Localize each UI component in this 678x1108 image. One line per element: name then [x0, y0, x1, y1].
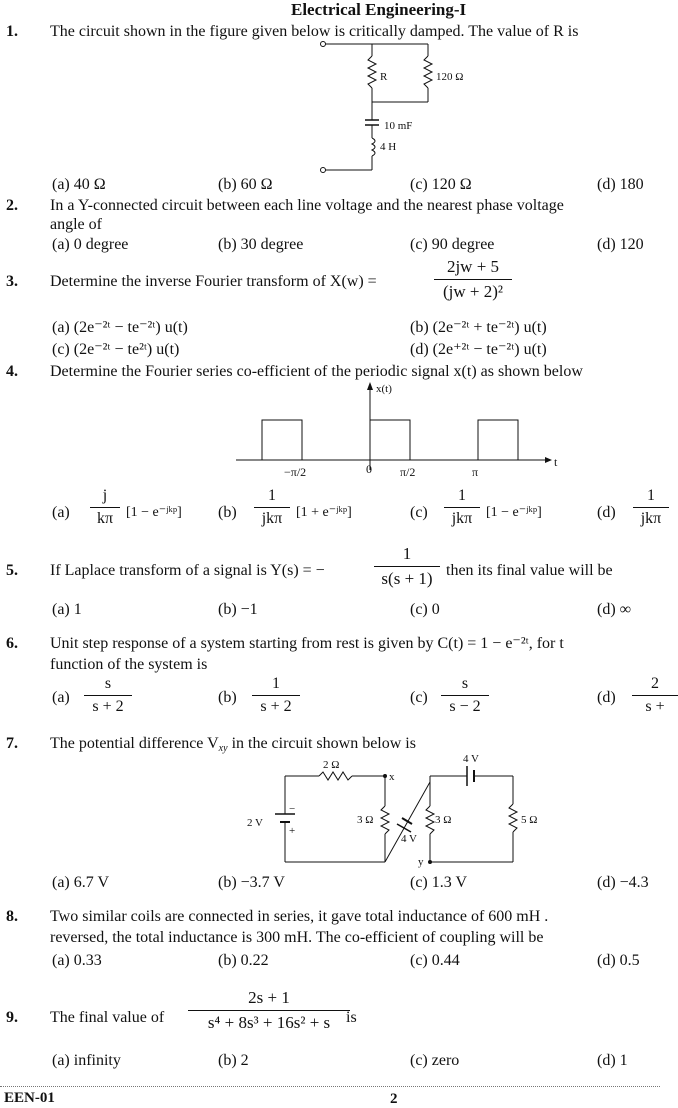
footer-code: EEN-01 [4, 1090, 55, 1106]
fraction-bar [633, 507, 669, 508]
tick-minus-pi-2: −π/2 [284, 465, 307, 479]
label-120ohm: 120 Ω [436, 71, 464, 83]
question-text-main: The potential difference V [50, 735, 219, 752]
label-4v-diag: 4 V [401, 833, 417, 845]
fraction-ys [374, 544, 440, 589]
numerator: 1 [272, 675, 280, 692]
option-a[interactable]: (a) 6.7 V [52, 874, 110, 891]
option-a-fraction [90, 487, 120, 528]
option-a-label[interactable]: (a) [52, 689, 70, 706]
question-text-cont: angle of [50, 216, 102, 233]
option-a[interactable]: (a) 0 degree [52, 236, 129, 253]
option-b-label[interactable]: (b) [218, 689, 237, 706]
label-minus: − [289, 803, 296, 815]
label-plus: + [289, 825, 296, 837]
subscript-xy: xy [218, 743, 228, 754]
numerator: 1 [402, 544, 412, 563]
option-a[interactable]: (a) (2e⁻²ᵗ − te⁻²ᵗ) u(t) [52, 319, 188, 336]
option-a-rest: [1 − e⁻ʲᵏᵖ] [126, 505, 182, 520]
fraction-bar [90, 507, 120, 508]
option-b-rest: [1 + e⁻ʲᵏᵖ] [296, 505, 352, 520]
denominator: s + 2 [92, 698, 124, 715]
numerator: 1 [268, 487, 276, 504]
numerator: s [104, 675, 112, 692]
option-d[interactable]: (d) 1 [597, 1052, 628, 1069]
question-text-after: in the circuit shown below is [227, 735, 416, 752]
label-3ohm-a: 3 Ω [357, 814, 374, 826]
label-x: x [389, 771, 395, 783]
label-2ohm: 2 Ω [323, 759, 340, 771]
option-c[interactable]: (c) 0.44 [410, 952, 460, 969]
denominator: (jw + 2)² [442, 282, 503, 301]
option-c[interactable]: (c) 1.3 V [410, 874, 468, 891]
axis-label-t: t [554, 455, 558, 469]
label-4H: 4 H [380, 141, 397, 153]
fraction-bar [254, 507, 290, 508]
question-text-cont: function of the system is [50, 656, 208, 673]
denominator: jkπ [451, 510, 473, 527]
numerator: j [102, 487, 108, 504]
option-a-label[interactable]: (a) [52, 504, 70, 521]
fraction-bar [444, 507, 480, 508]
option-a[interactable]: (a) infinity [52, 1052, 121, 1069]
denominator: s − 2 [449, 698, 481, 715]
question-text: Determine the inverse Fourier transform of X(w) = [50, 273, 377, 290]
question-number: 4. [6, 363, 18, 380]
q7-circuit-figure [245, 752, 555, 870]
footer-divider [0, 1086, 660, 1087]
denominator: jkπ [261, 510, 283, 527]
question-text: Determine the Fourier series co-efficient of the periodic signal x(t) as shown below [50, 363, 583, 380]
option-b[interactable]: (b) 30 degree [218, 236, 304, 253]
denominator: kπ [96, 510, 114, 527]
option-b[interactable]: (b) −1 [218, 601, 258, 618]
option-d[interactable]: (d) (2e⁺²ᵗ − te⁻²ᵗ) u(t) [410, 341, 547, 358]
option-c-label[interactable]: (c) [410, 689, 428, 706]
denominator: s + [645, 698, 665, 715]
label-r: R [380, 71, 388, 83]
numerator: 1 [458, 487, 466, 504]
question-number: 7. [6, 735, 18, 752]
fraction-final-value [188, 988, 350, 1033]
option-c[interactable]: (c) zero [410, 1052, 460, 1069]
question-number: 2. [6, 197, 18, 214]
option-d-label[interactable]: (d) [597, 689, 616, 706]
option-b[interactable]: (b) (2e⁻²ᵗ + te⁻²ᵗ) u(t) [410, 319, 547, 336]
option-c[interactable]: (c) 90 degree [410, 236, 495, 253]
q4-signal-figure [230, 380, 560, 480]
option-a[interactable]: (a) 0.33 [52, 952, 102, 969]
option-d-label[interactable]: (d) [597, 504, 616, 521]
numerator: 2 [651, 675, 659, 692]
option-b-fraction [252, 675, 300, 716]
denominator: jkπ [640, 510, 662, 527]
option-b-label[interactable]: (b) [218, 504, 237, 521]
option-d-fraction [633, 487, 669, 528]
option-c-fraction [444, 487, 480, 528]
fraction-bar [434, 279, 512, 280]
option-d[interactable]: (d) ∞ [597, 601, 632, 618]
question-text-after: is [346, 1009, 357, 1026]
label-y: y [418, 856, 424, 868]
option-c-fraction [441, 675, 489, 716]
option-c-rest: [1 − e⁻ʲᵏᵖ] [486, 505, 542, 520]
label-2v: 2 V [247, 817, 263, 829]
fraction-bar [252, 695, 300, 696]
denominator: s⁴ + 8s³ + 16s² + s [207, 1013, 331, 1032]
question-text: Two similar coils are connected in series, it gave total inductance of 600 mH . [50, 908, 549, 925]
question-number: 6. [6, 635, 18, 652]
question-text: The final value of [50, 1009, 165, 1026]
option-d[interactable]: (d) 120 [597, 236, 644, 253]
option-c[interactable]: (c) 0 [410, 601, 440, 618]
fraction-bar [632, 695, 678, 696]
denominator: s(s + 1) [381, 569, 433, 588]
label-4v-top: 4 V [463, 753, 479, 765]
question-text-after: then its final value will be [446, 562, 613, 579]
option-d-fraction [632, 675, 678, 716]
fraction-bar [374, 566, 440, 567]
fraction-xw [434, 257, 512, 302]
tick-pi-2: π/2 [400, 465, 416, 479]
numerator: 1 [647, 487, 655, 504]
question-text: In a Y-connected circuit between each line voltage and the nearest phase voltage [50, 197, 564, 214]
option-b[interactable]: (b) −3.7 V [218, 874, 285, 891]
fraction-bar [188, 1010, 350, 1011]
numerator: s [461, 675, 469, 692]
denominator: s + 2 [260, 698, 292, 715]
fraction-bar [84, 695, 132, 696]
label-10mF: 10 mF [384, 120, 413, 132]
option-c-label[interactable]: (c) [410, 504, 428, 521]
option-d[interactable]: (d) 180 [597, 176, 644, 193]
question-text-cont: reversed, the total inductance is 300 mH. The co-efficient of coupling will be [50, 929, 544, 946]
page-title: Electrical Engineering-I [291, 0, 467, 19]
label-5ohm: 5 Ω [521, 814, 538, 826]
tick-pi: π [472, 465, 479, 479]
numerator: 2jw + 5 [446, 257, 500, 276]
question-text: The circuit shown in the figure given below is critically damped. The value of R is [50, 23, 579, 40]
option-c[interactable]: (c) 120 Ω [410, 176, 472, 193]
page-number: 2 [390, 1091, 398, 1107]
axis-label-xt: x(t) [376, 383, 392, 395]
numerator: 2s + 1 [248, 988, 290, 1007]
option-d[interactable]: (d) −4.3 [597, 874, 649, 891]
question-number: 1. [6, 23, 18, 40]
question-text: If Laplace transform of a signal is Y(s) = − [50, 562, 325, 579]
tick-zero: 0 [366, 462, 372, 476]
option-b[interactable]: (b) 2 [218, 1052, 249, 1069]
question-number: 5. [6, 562, 18, 579]
question-text: Unit step response of a system starting from rest is given by C(t) = 1 − e⁻²ᵗ, for t [50, 635, 564, 652]
option-a-fraction [84, 675, 132, 716]
option-b-fraction [254, 487, 290, 528]
option-a[interactable]: (a) 1 [52, 601, 82, 618]
question-number: 9. [6, 1009, 18, 1026]
option-c[interactable]: (c) (2e⁻²ᵗ − te²ᵗ) u(t) [52, 341, 180, 358]
label-3ohm-b: 3 Ω [435, 814, 452, 826]
option-a[interactable]: (a) 40 Ω [52, 176, 106, 193]
question-number: 3. [6, 273, 18, 290]
question-text [50, 735, 416, 753]
option-b[interactable]: (b) 60 Ω [218, 176, 273, 193]
q1-circuit-figure [310, 38, 490, 178]
option-b[interactable]: (b) 0.22 [218, 952, 269, 969]
option-d[interactable]: (d) 0.5 [597, 952, 640, 969]
question-number: 8. [6, 908, 18, 925]
fraction-bar [441, 695, 489, 696]
